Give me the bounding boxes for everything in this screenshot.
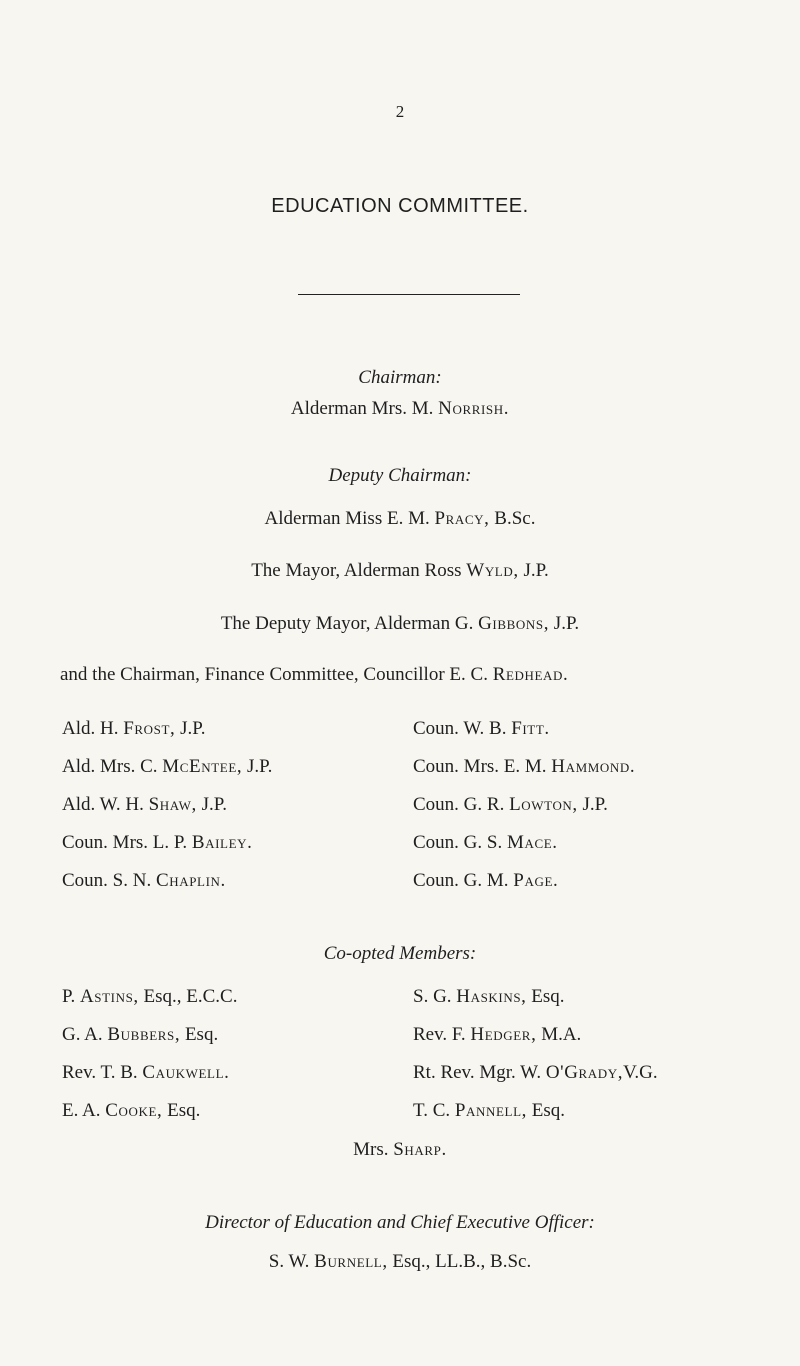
coopted-left-2: G. A. Bubbers, Esq. (62, 1024, 219, 1045)
director-heading: Director of Education and Chief Executive Officer: (205, 1212, 595, 1233)
mayor-name: Wyld, (466, 560, 519, 581)
coopted-left-1: P. Astins, Esq., E.C.C. (62, 986, 238, 1007)
coopted-last: Mrs. Sharp. (353, 1139, 447, 1160)
member-right-5: Coun. G. M. Page. (413, 870, 559, 891)
member-right-2: Coun. Mrs. E. M. Hammond. (413, 756, 636, 777)
coopted-right-4: T. C. Pannell, Esq. (413, 1100, 565, 1121)
member-left-3: Ald. W. H. Shaw, J.P. (62, 794, 228, 815)
finance-chairman-line: and the Chairman, Finance Committee, Councillor E. C. Redhead. (60, 664, 569, 685)
deputy-mayor-line: The Deputy Mayor, Alderman G. Gibbons, J.P. (220, 613, 580, 634)
member-left-4: Coun. Mrs. L. P. Bailey. (62, 832, 253, 853)
deputy-chairman-name: Pracy, (434, 508, 490, 529)
finance-chairman-name: Redhead. (492, 664, 569, 685)
member-right-3: Coun. G. R. Lowton, J.P. (413, 794, 608, 815)
page-title: EDUCATION COMMITTEE. (271, 195, 529, 217)
deputy-mayor-name: Gibbons, (478, 613, 550, 634)
coopted-left-4: E. A. Cooke, Esq. (62, 1100, 201, 1121)
member-left-1: Ald. H. Frost, J.P. (62, 718, 206, 739)
mayor-line: The Mayor, Alderman Ross Wyld, J.P. (251, 560, 549, 581)
deputy-chairman-heading: Deputy Chairman: (328, 465, 472, 486)
page-number: 2 (395, 102, 405, 121)
chairman-name: Norrish. (438, 398, 510, 419)
coopted-right-2: Rev. F. Hedger, M.A. (413, 1024, 582, 1045)
deputy-chairman-line: Alderman Miss E. M. Pracy, B.Sc. (264, 508, 536, 529)
coopted-heading: Co-opted Members: (323, 943, 477, 964)
member-right-4: Coun. G. S. Mace. (413, 832, 558, 853)
member-left-5: Coun. S. N. Chaplin. (62, 870, 226, 891)
chairman-line: Alderman Mrs. M. Norrish. (290, 398, 510, 419)
member-right-1: Coun. W. B. Fitt. (413, 718, 550, 739)
chairman-heading: Chairman: (358, 367, 442, 388)
director-line: S. W. Burnell, Esq., LL.B., B.Sc. (268, 1251, 532, 1272)
member-left-2: Ald. Mrs. C. McEntee, J.P. (62, 756, 273, 777)
coopted-left-3: Rev. T. B. Caukwell. (62, 1062, 230, 1083)
director-name: Burnell, (314, 1251, 388, 1272)
coopted-right-3: Rt. Rev. Mgr. W. O'Grady,V.G. (413, 1062, 658, 1083)
coopted-right-1: S. G. Haskins, Esq. (413, 986, 565, 1007)
divider-rule (298, 294, 520, 295)
